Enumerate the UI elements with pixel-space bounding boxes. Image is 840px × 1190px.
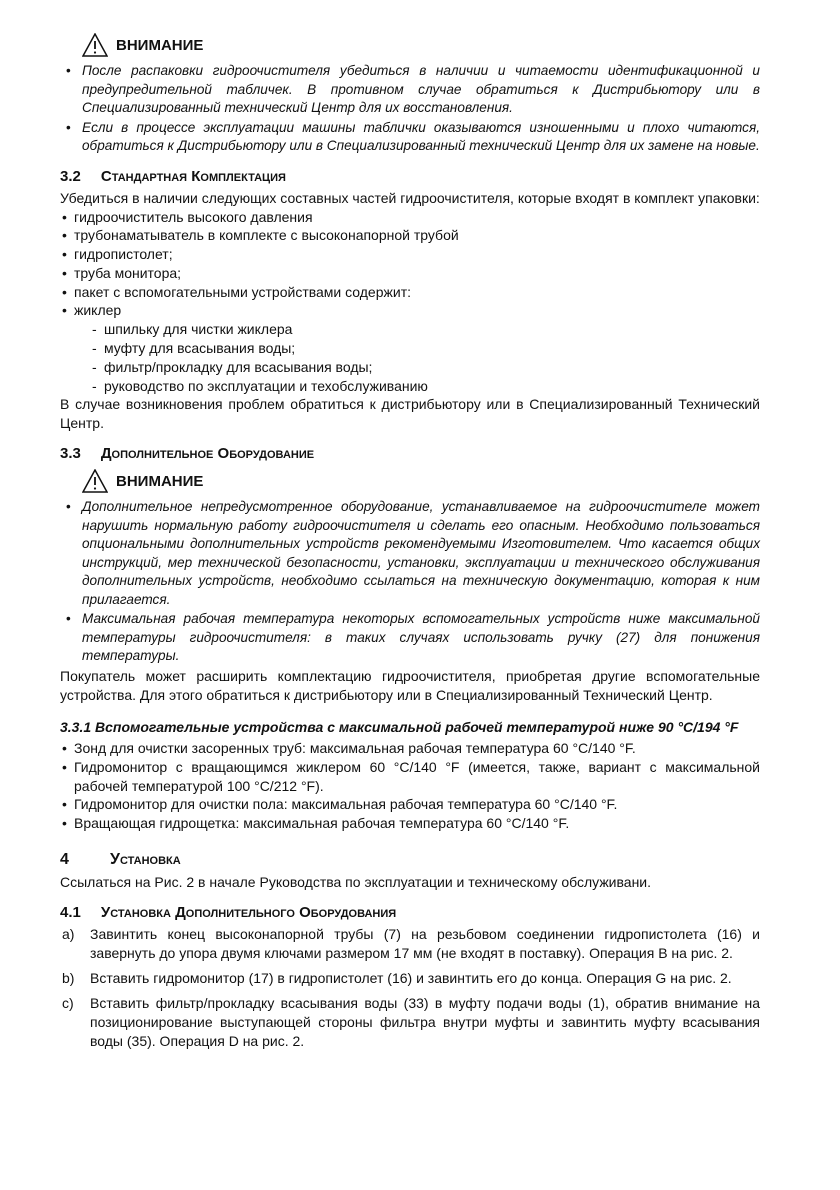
list-item: • Гидромонитор для очистки пола: максимальная рабочая температура 60 °C/140 °F. bbox=[60, 795, 760, 814]
accessories-list bbox=[60, 739, 760, 833]
warning-triangle-icon bbox=[82, 469, 108, 493]
warning-item: • Дополнительное непредусмотренное оборудование, устанавливаемое на гидроочистителе может нарушить нормальную работу гидроочистителя и сделать его опасным. Необходимо пользоваться опциональными дополнительных устройств рекомендуемыми Изготовителем. Что касается общих инструкций, мер технической безопасности, установки, эксплуатации и технического обслуживания дополнительных устройств, необходимо ссылаться на техническую документацию, которая к ним прилагается. bbox=[60, 498, 760, 609]
list-item: • трубонаматыватель в комплекте с высоконапорной трубой bbox=[60, 226, 760, 245]
paragraph: Убедиться в наличии следующих составных частей гидроочистителя, которые входят в комплект упаковки: bbox=[60, 189, 760, 206]
step-item: a) Завинтить конец высоконапорной трубы (7) на резьбовом соединении гидропистолета (16) и завернуть до упора двумя ключами размером 17 мм (не входят в поставку). Операция B на рис. 2. bbox=[62, 925, 760, 961]
sub-list-item: - руководство по эксплуатации и техобслуживанию bbox=[90, 377, 760, 396]
list-item: • Зонд для очистки засоренных труб: максимальная рабочая температура 60 °C/140 °F. bbox=[60, 739, 760, 758]
sub-list-item: - фильтр/прокладку для всасывания воды; bbox=[90, 358, 760, 377]
warning-heading bbox=[82, 466, 760, 496]
warning-title: ВНИМАНИЕ bbox=[116, 36, 204, 54]
warning-list bbox=[60, 498, 760, 666]
warning-list bbox=[60, 62, 760, 156]
package-list bbox=[60, 208, 760, 396]
list-item: • пакет с вспомогательными устройствами содержит: bbox=[60, 283, 760, 302]
subsection-heading-3-3-1: 3.3.1 Вспомогательные устройства с максимальной рабочей температурой ниже 90 °C/194 °F bbox=[60, 718, 739, 735]
paragraph: Ссылаться на Рис. 2 в начале Руководства по эксплуатации и техническому обслуживани. bbox=[60, 873, 652, 890]
warning-triangle-icon bbox=[82, 33, 108, 57]
section-heading-4-1: 4.1 Установка Дополнительного Оборудования bbox=[60, 903, 397, 921]
list-item: • гидроочиститель высокого давления bbox=[60, 208, 760, 227]
list-item: • труба монитора; bbox=[60, 264, 760, 283]
paragraph: Покупатель может расширить комплектацию гидроочистителя, приобретая другие вспомогательные устройства. Для этого обратиться к дистрибьютору или в Специализированный Технический Центр. bbox=[60, 667, 760, 703]
steps-list bbox=[60, 925, 760, 1051]
list-item: • гидропистолет; bbox=[60, 245, 760, 264]
list-item: • Вращающая гидрощетка: максимальная рабочая температура 60 °C/140 °F. bbox=[60, 814, 760, 833]
warning-heading bbox=[82, 30, 760, 60]
document-page bbox=[60, 30, 760, 1057]
sub-list bbox=[74, 320, 760, 395]
section-heading-3-3: 3.3 Дополнительное Оборудование bbox=[60, 445, 315, 463]
sub-list-item: - муфту для всасывания воды; bbox=[90, 339, 760, 358]
section-heading-4: 4 Установка bbox=[60, 850, 181, 868]
warning-item: • Максимальная рабочая температура некоторых вспомогательных устройств ниже максимальной температуры гидроочистителя: в таких случаях использовать ручку (27) для понижения температуры. bbox=[60, 610, 760, 666]
warning-title: ВНИМАНИЕ bbox=[116, 472, 204, 490]
warning-item: • После распаковки гидроочистителя убедиться в наличии и читаемости идентификационной и предупредительной табличек. В противном случае обратиться к Дистрибьютору или в Специализированный технический Центр для их восстановления. bbox=[60, 62, 760, 118]
sub-list-item: - шпильку для чистки жиклера bbox=[90, 320, 760, 339]
list-item: • Гидромонитор с вращающимся жиклером 60 °C/140 °F (имеется, также, вариант с максимальной рабочей температурой 100 °C/212 °F). bbox=[60, 758, 760, 796]
step-item: c) Вставить фильтр/прокладку всасывания воды (33) в муфту подачи воды (1), обратив внимание на позиционирование выступающей стороны фильтра внутри муфты и завинтить муфту всасывания воды (35). Операция D на рис. 2. bbox=[62, 994, 760, 1049]
list-item: • жиклер - шпильку для чистки жиклера - муфту для всасывания воды; - фильтр/прокладку для всасывания воды; - руководство по эксплуатации и техобслуживанию bbox=[60, 301, 760, 395]
paragraph: В случае возникновения проблем обратиться к дистрибьютору или в Специализированный Технический Центр. bbox=[60, 396, 760, 432]
warning-item: • Если в процессе эксплуатации машины таблички оказываются изношенными и плохо читаются, обратиться к Дистрибьютору или в Специализированный технический Центр для их замене на новые. bbox=[60, 119, 760, 156]
section-heading-3-2: 3.2 Стандартная Комплектация bbox=[60, 167, 286, 185]
step-item: b) Вставить гидромонитор (17) в гидропистолет (16) и завинтить его до конца. Операция G на рис. 2. bbox=[62, 969, 732, 986]
